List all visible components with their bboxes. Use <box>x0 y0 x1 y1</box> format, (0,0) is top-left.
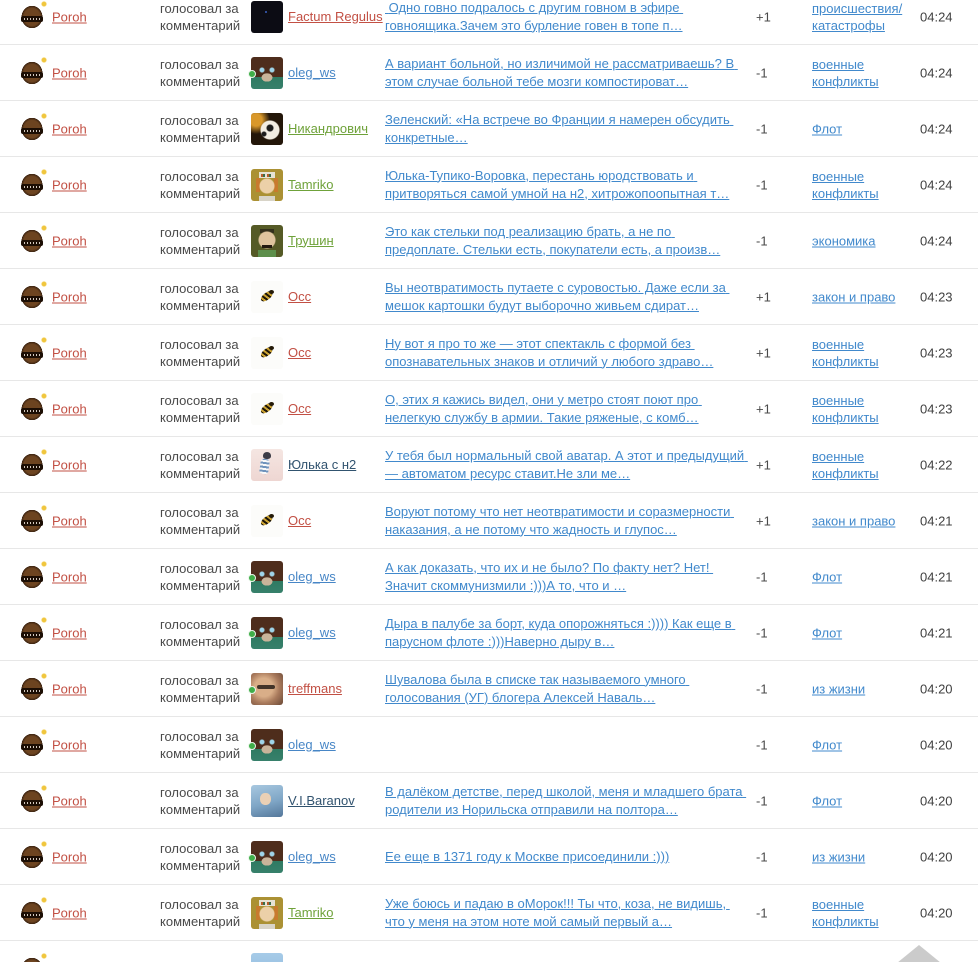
target-link[interactable]: oleg_ws <box>288 624 336 640</box>
chevron-up-icon[interactable] <box>897 945 941 962</box>
actor-link[interactable]: Poroh <box>52 177 87 192</box>
category-cell <box>812 512 908 529</box>
category-link[interactable]: из жизни <box>812 849 866 864</box>
comment-link[interactable]: А как доказать, что их и не было? По факту нет? Нет! Значит скоммунизмили :)))А то, что и … <box>385 559 714 593</box>
actor-link[interactable]: Poroh <box>52 681 87 696</box>
actor-link[interactable]: Poroh <box>52 9 87 24</box>
action-label: голосовал за комментарий <box>160 616 241 649</box>
category-link[interactable]: экономика <box>812 233 876 248</box>
activity-row <box>0 325 978 381</box>
category-cell <box>812 736 908 753</box>
actor-name <box>52 513 152 528</box>
timestamp: 04:23 <box>920 289 953 304</box>
target-link[interactable]: Осс <box>288 344 312 360</box>
actor-link[interactable]: Poroh <box>52 513 87 528</box>
target-name <box>288 457 383 473</box>
target-avatar-icon[interactable] <box>251 169 283 201</box>
comment-cell <box>385 895 747 931</box>
activity-row <box>0 661 978 717</box>
activity-row-partial <box>0 941 978 962</box>
category-cell <box>812 792 908 809</box>
activity-row <box>0 493 978 549</box>
action-label: голосовал за комментарий <box>160 0 241 33</box>
comment-link[interactable]: Ну вот я про то же — этот спектакль с формой без опознавательных знаков и отличий у любого здраво… <box>385 335 714 369</box>
comment-cell <box>385 391 747 427</box>
actor-name <box>52 737 152 752</box>
comment-cell <box>385 279 747 315</box>
category-link[interactable]: Флот <box>812 625 843 640</box>
target-avatar-icon[interactable] <box>251 673 283 705</box>
activity-row <box>0 829 978 885</box>
category-link[interactable]: Флот <box>812 569 843 584</box>
vote-value: -1 <box>756 121 768 136</box>
comment-cell <box>385 615 747 651</box>
comment-link[interactable]: У тебя был нормальный свой аватар. А этот и предыдущий — автоматом ресурс ставит.Не зли ме… <box>385 447 748 481</box>
vote-value: -1 <box>756 905 768 920</box>
target-name <box>288 121 383 137</box>
vote-value: +1 <box>756 345 771 360</box>
comment-link[interactable]: Ее еще в 1371 году к Москве присоединили :))) <box>385 848 670 864</box>
target-name <box>288 233 383 249</box>
vote-value: -1 <box>756 793 768 808</box>
vote-value: -1 <box>756 849 768 864</box>
target-avatar-icon[interactable] <box>251 953 283 962</box>
activity-row <box>0 437 978 493</box>
actor-name <box>52 121 152 136</box>
target-link[interactable]: oleg_ws <box>288 736 336 752</box>
activity-row <box>0 157 978 213</box>
actor-avatar-icon[interactable] <box>16 673 48 705</box>
category-link[interactable]: происшествия/катастрофы <box>812 0 903 33</box>
timestamp: 04:20 <box>920 849 953 864</box>
target-avatar-icon[interactable] <box>251 337 283 369</box>
category-link[interactable]: Флот <box>812 737 843 752</box>
category-cell <box>812 392 908 426</box>
target-link[interactable]: oleg_ws <box>288 848 336 864</box>
actor-avatar-icon[interactable] <box>16 225 48 257</box>
action-label: голосовал за комментарий <box>160 896 241 929</box>
action-label: голосовал за комментарий <box>160 672 241 705</box>
vote-value: +1 <box>756 513 771 528</box>
actor-avatar-icon[interactable] <box>16 169 48 201</box>
target-link[interactable]: Tamriko <box>288 904 334 920</box>
target-avatar-icon[interactable] <box>251 1 283 33</box>
actor-avatar-icon[interactable] <box>16 281 48 313</box>
comment-link[interactable]: А вариант больной, но изличимой не рассматриваешь? В этом случае больной тебе мозги компостироват… <box>385 55 738 89</box>
target-name <box>288 625 383 641</box>
actor-avatar-icon[interactable] <box>16 505 48 537</box>
comment-link[interactable]: Воруют потому что нет неотвратимости и соразмерности наказания, а не потому что жадность и глупос… <box>385 503 734 537</box>
target-avatar-icon[interactable] <box>251 449 283 481</box>
timestamp: 04:21 <box>920 569 953 584</box>
category-cell <box>812 288 908 305</box>
comment-link[interactable]: О, этих я кажись видел, они у метро стоят поют про нелегкую службу в армии. Такие ряженые, с комб… <box>385 391 702 425</box>
target-name <box>288 849 383 865</box>
target-name <box>288 681 383 697</box>
target-link[interactable]: Tamriko <box>288 176 334 192</box>
category-cell <box>812 336 908 370</box>
actor-link[interactable]: Poroh <box>52 345 87 360</box>
timestamp: 04:24 <box>920 233 953 248</box>
timestamp: 04:20 <box>920 905 953 920</box>
actor-link[interactable]: Poroh <box>52 457 87 472</box>
actor-name <box>52 233 152 248</box>
target-avatar-icon[interactable] <box>251 225 283 257</box>
category-cell <box>812 848 908 865</box>
category-link[interactable]: военные конфликты <box>812 168 879 201</box>
action-label: голосовал за комментарий <box>160 840 241 873</box>
target-link[interactable]: Трушин <box>288 232 334 248</box>
category-cell <box>812 624 908 641</box>
target-name <box>288 177 383 193</box>
category-cell <box>812 448 908 482</box>
target-link[interactable]: oleg_ws <box>288 568 336 584</box>
actor-avatar-icon[interactable] <box>16 337 48 369</box>
actor-avatar-icon[interactable] <box>16 897 48 929</box>
category-link[interactable]: военные конфликты <box>812 896 879 929</box>
activity-row <box>0 381 978 437</box>
target-avatar-icon[interactable] <box>251 617 283 649</box>
timestamp: 04:20 <box>920 737 953 752</box>
online-status-dot-icon <box>248 70 256 78</box>
actor-avatar-icon[interactable] <box>16 785 48 817</box>
target-link[interactable]: V.I.Baranov <box>288 792 355 808</box>
actor-name <box>52 65 152 80</box>
action-label: голосовал за комментарий <box>160 728 241 761</box>
action-label: голосовал за комментарий <box>160 336 241 369</box>
action-label: голосовал за комментарий <box>160 784 241 817</box>
timestamp: 04:24 <box>920 9 953 24</box>
actor-avatar-icon[interactable] <box>16 617 48 649</box>
comment-link[interactable]: Это как стельки под реализацию брать, а не по предоплате. Стельки есть, покупатели есть, а произв… <box>385 223 721 257</box>
comment-cell <box>385 223 747 259</box>
actor-name <box>52 793 152 808</box>
actor-avatar-icon[interactable] <box>16 113 48 145</box>
action-label: голосовал за комментарий <box>160 168 241 201</box>
online-status-dot-icon <box>248 630 256 638</box>
target-link[interactable]: Осс <box>288 400 312 416</box>
actor-name <box>52 905 152 920</box>
timestamp: 04:24 <box>920 121 953 136</box>
category-link[interactable]: военные конфликты <box>812 392 879 425</box>
comment-link[interactable]: Юлька-Тупико-Воровка, перестань юродствовать и притворяться самой умной на н2, хитрожопоопытная т… <box>385 167 730 201</box>
action-label: голосовал за комментарий <box>160 280 241 313</box>
category-cell <box>812 680 908 697</box>
target-link[interactable]: oleg_ws <box>288 64 336 80</box>
actor-avatar-icon[interactable] <box>16 393 48 425</box>
vote-value: +1 <box>756 457 771 472</box>
comment-cell <box>385 0 747 35</box>
actor-avatar-icon[interactable] <box>16 561 48 593</box>
target-name <box>288 569 383 585</box>
actor-avatar-icon[interactable] <box>16 729 48 761</box>
action-label: голосовал за комментарий <box>160 56 241 89</box>
activity-row <box>0 45 978 101</box>
action-label: голосовал за комментарий <box>160 448 241 481</box>
vote-value: +1 <box>756 401 771 416</box>
activity-row <box>0 885 978 941</box>
actor-name <box>52 401 152 416</box>
target-name <box>288 289 383 305</box>
category-link[interactable]: Флот <box>812 793 843 808</box>
actor-link[interactable]: Poroh <box>52 625 87 640</box>
category-link[interactable]: военные конфликты <box>812 336 879 369</box>
target-name <box>288 65 383 81</box>
actor-avatar-icon[interactable] <box>16 953 48 962</box>
actor-avatar-icon[interactable] <box>16 1 48 33</box>
comment-link[interactable]: Дыра в палубе за борт, куда опорожняться :)))) Как еще в парусном флоте :)))Наверно дыру в… <box>385 615 736 649</box>
target-link[interactable]: Юлька с н2 <box>288 456 357 472</box>
target-avatar-icon[interactable] <box>251 841 283 873</box>
category-cell <box>812 120 908 137</box>
category-cell <box>812 0 908 34</box>
comment-link[interactable]: Уже боюсь и падаю в оМорок!!! Ты что, коза, не видишь, что у меня на этом ноте мой самый первый а… <box>385 895 730 929</box>
target-link[interactable]: Осс <box>288 512 312 528</box>
target-name <box>288 513 383 529</box>
actor-name <box>52 681 152 696</box>
online-status-dot-icon <box>248 854 256 862</box>
timestamp: 04:24 <box>920 177 953 192</box>
category-link[interactable]: закон и право <box>812 289 896 304</box>
actor-name <box>52 289 152 304</box>
online-status-dot-icon <box>248 686 256 694</box>
comment-cell <box>385 335 747 371</box>
timestamp: 04:21 <box>920 513 953 528</box>
action-label: голосовал за комментарий <box>160 560 241 593</box>
target-avatar-icon[interactable] <box>251 897 283 929</box>
actor-link[interactable]: Poroh <box>52 121 87 136</box>
vote-value: +1 <box>756 9 771 24</box>
action-label: голосовал за комментарий <box>160 112 241 145</box>
timestamp: 04:23 <box>920 401 953 416</box>
timestamp: 04:20 <box>920 793 953 808</box>
target-avatar-icon[interactable] <box>251 785 283 817</box>
actor-link[interactable]: Poroh <box>52 65 87 80</box>
actor-name <box>52 849 152 864</box>
comment-cell <box>385 447 747 483</box>
online-status-dot-icon <box>248 574 256 582</box>
actor-link[interactable]: Poroh <box>52 737 87 752</box>
comment-cell <box>385 783 747 819</box>
category-link[interactable]: из жизни <box>812 681 866 696</box>
category-cell <box>812 168 908 202</box>
vote-value: -1 <box>756 233 768 248</box>
activity-row <box>0 213 978 269</box>
target-name <box>288 345 383 361</box>
online-status-dot-icon <box>248 742 256 750</box>
actor-name <box>52 345 152 360</box>
comment-link[interactable]: Одно говно подралось с другим говном в эфире говноящика.Зачем это бурление говен в топе п… <box>385 0 684 33</box>
activity-row <box>0 101 978 157</box>
action-label: голосовал за комментарий <box>160 392 241 425</box>
category-link[interactable]: военные конфликты <box>812 56 879 89</box>
actor-link[interactable]: Poroh <box>52 569 87 584</box>
actor-avatar-icon[interactable] <box>16 57 48 89</box>
target-link[interactable]: Никандрович <box>288 120 369 136</box>
target-name <box>288 905 383 921</box>
actor-link[interactable]: Poroh <box>52 233 87 248</box>
activity-row <box>0 605 978 661</box>
target-avatar-icon[interactable] <box>251 393 283 425</box>
target-name <box>288 401 383 417</box>
category-link[interactable]: Флот <box>812 121 843 136</box>
timestamp: 04:23 <box>920 345 953 360</box>
target-link[interactable]: Осс <box>288 288 312 304</box>
action-label: голосовал за комментарий <box>160 224 241 257</box>
target-link[interactable]: Factum Regulus <box>288 8 383 24</box>
timestamp: 04:21 <box>920 625 953 640</box>
actor-avatar-icon[interactable] <box>16 449 48 481</box>
target-name <box>288 9 383 25</box>
comment-link[interactable]: Шувалова была в списке так называемого умного голосования (УГ) блогера Алексей Наваль… <box>385 671 690 705</box>
actor-link[interactable]: Poroh <box>52 905 87 920</box>
comment-link[interactable]: Вы неотвратимость путаете с суровостью. Даже если за мешок картошки будут выборочно живьем сдират… <box>385 279 730 313</box>
actor-link[interactable]: Poroh <box>52 401 87 416</box>
activity-row <box>0 717 978 773</box>
actor-name <box>52 625 152 640</box>
actor-name <box>52 177 152 192</box>
target-name <box>288 793 383 809</box>
actor-link[interactable]: Poroh <box>52 289 87 304</box>
actor-link[interactable]: Poroh <box>52 793 87 808</box>
comment-cell <box>385 848 747 866</box>
activity-row <box>0 549 978 605</box>
target-avatar-icon[interactable] <box>251 113 283 145</box>
category-link[interactable]: военные конфликты <box>812 448 879 481</box>
target-avatar-icon[interactable] <box>251 561 283 593</box>
target-avatar-icon[interactable] <box>251 505 283 537</box>
timestamp: 04:24 <box>920 65 953 80</box>
comment-cell <box>385 671 747 707</box>
comment-cell <box>385 111 747 147</box>
vote-value: -1 <box>756 177 768 192</box>
target-name <box>288 737 383 753</box>
action-label: голосовал за комментарий <box>160 504 241 537</box>
comment-cell <box>385 559 747 595</box>
actor-name <box>52 569 152 584</box>
actor-name <box>52 457 152 472</box>
category-link[interactable]: закон и право <box>812 513 896 528</box>
vote-value: +1 <box>756 289 771 304</box>
target-avatar-icon[interactable] <box>251 729 283 761</box>
comment-cell <box>385 167 747 203</box>
category-cell <box>812 56 908 90</box>
activity-row <box>0 269 978 325</box>
vote-value: -1 <box>756 569 768 584</box>
comment-cell <box>385 55 747 91</box>
category-cell <box>812 896 908 930</box>
actor-name <box>52 9 152 24</box>
timestamp: 04:20 <box>920 681 953 696</box>
category-cell <box>812 568 908 585</box>
vote-value: -1 <box>756 737 768 752</box>
comment-link[interactable]: В далёком детстве, перед школой, меня и младшего брата родители из Норильска отправили на полтора… <box>385 783 747 817</box>
activity-row <box>0 0 978 45</box>
actor-avatar-icon[interactable] <box>16 841 48 873</box>
vote-value: -1 <box>756 625 768 640</box>
category-cell <box>812 232 908 249</box>
target-avatar-icon[interactable] <box>251 281 283 313</box>
vote-value: -1 <box>756 681 768 696</box>
activity-row <box>0 773 978 829</box>
comment-link[interactable]: Зеленский: «На встрече во Франции я намерен обсудить конкретные… <box>385 111 734 145</box>
comment-cell <box>385 503 747 539</box>
target-link[interactable]: treffmans <box>288 680 342 696</box>
target-avatar-icon[interactable] <box>251 57 283 89</box>
actor-link[interactable]: Poroh <box>52 849 87 864</box>
timestamp: 04:22 <box>920 457 953 472</box>
vote-value: -1 <box>756 65 768 80</box>
